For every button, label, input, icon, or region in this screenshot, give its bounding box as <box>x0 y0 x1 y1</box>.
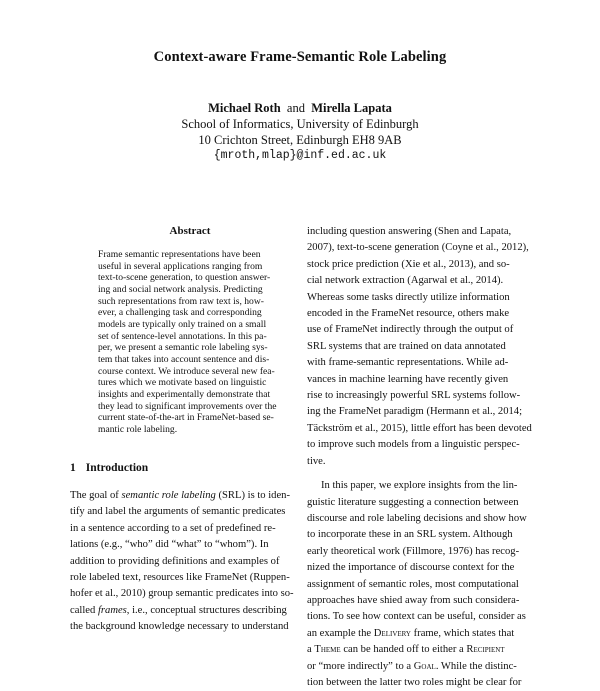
abstract-line: current state-of-the-art in FrameNet-based se- <box>98 412 274 424</box>
body-line: lations (e.g., “who” did “what” to “whom”). In <box>70 539 269 551</box>
body-line: cial network extraction (Agarwal et al., 2014). <box>307 275 504 287</box>
body-line: nized the importance of discourse context for the <box>307 562 515 574</box>
author-2: Mirella Lapata <box>311 101 392 115</box>
body-line: approaches have shied away from such considera- <box>307 594 520 606</box>
role-name-theme: Theme <box>314 644 341 656</box>
section-heading-introduction <box>70 462 148 474</box>
abstract-line: insights and experimentally demonstrate that <box>98 388 271 400</box>
abstract-line: ing and social network analysis. Predicting <box>98 283 263 295</box>
body-line: called frames, i.e., conceptual structures describing <box>70 604 287 616</box>
section-title: Introduction <box>85 462 149 474</box>
abstract-line: per, we present a semantic role labeling sys- <box>98 342 268 354</box>
body-line: guistic literature suggesting a connection between <box>307 496 519 508</box>
body-line: ing the FrameNet paradigm (Hermann et al., 2014; <box>307 406 523 418</box>
right-column <box>307 224 537 691</box>
abstract-line: tem that takes into account sentence and dis- <box>98 353 270 365</box>
body-line: hofer et al., 2010) group semantic predicates into so- <box>70 588 294 600</box>
body-line: an example the Delivery frame, which states that <box>307 627 515 639</box>
right-paragraph-1 <box>307 224 537 470</box>
body-line: rise to increasingly powerful SRL systems follow- <box>307 390 521 402</box>
affiliation: School of Informatics, University of Edinburgh <box>181 117 419 131</box>
body-line: early theoretical work (Fillmore, 1976) has recog- <box>307 545 520 557</box>
body-line: the background knowledge necessary to understand <box>70 621 289 633</box>
section-number: 1 <box>70 462 76 474</box>
body-line: stock price prediction (Xie et al., 2013), and so- <box>307 258 510 270</box>
abstract-line: text-to-scene generation, to question answer- <box>98 272 271 284</box>
email: {mroth,mlap}@inf.ed.ac.uk <box>213 149 387 162</box>
abstract-line: useful in several applications ranging from <box>98 260 263 272</box>
body-line: with frame-semantic representations. While ad- <box>307 357 509 369</box>
body-line: a Theme can be handed off to either a Recipient <box>307 644 505 656</box>
body-line: In this paper, we explore insights from the lin- <box>321 480 518 492</box>
body-line: discourse and role labeling decisions and show how <box>307 512 527 524</box>
body-line: addition to providing definitions and examples of <box>70 555 280 567</box>
body-line: SRL systems that are trained on data annotated <box>307 340 506 352</box>
author-1: Michael Roth <box>208 101 281 115</box>
abstract-line: they lead to significant improvements over the <box>98 400 277 412</box>
body-line: tify and label the arguments of semantic predicates <box>70 506 286 518</box>
body-line: assignment of semantic roles, most computational <box>307 578 519 590</box>
introduction-paragraph <box>70 488 300 636</box>
abstract-line: course context. We introduce several new fea- <box>98 365 275 377</box>
body-line: encoded in the FrameNet resource, others make <box>307 308 510 320</box>
abstract-line: models are typically only trained on a small <box>98 318 267 330</box>
frame-name-delivery: Delivery <box>373 627 411 639</box>
abstract-heading: Abstract <box>169 225 211 237</box>
body-line: tion between the latter two roles might be clear for <box>307 676 522 688</box>
author-block <box>0 100 600 164</box>
body-line: including question answering (Shen and Lapata, <box>307 226 512 237</box>
body-line: 2007), text-to-scene generation (Coyne et al., 2012), <box>307 242 529 254</box>
body-line: or “more indirectly” to a Goal. While the distinc- <box>307 660 517 672</box>
right-paragraph-2 <box>307 478 537 691</box>
body-line: tions. To see how context can be useful, consider as <box>307 611 526 623</box>
body-line: use of FrameNet indirectly through the output of <box>307 324 514 336</box>
emphasis-srl: semantic role labeling <box>121 490 216 501</box>
abstract-line: ever, a challenging task and corresponding <box>98 307 262 319</box>
body-line: tive. <box>307 455 326 467</box>
author-names <box>0 100 600 116</box>
emphasis-frames: frames <box>97 604 127 616</box>
body-line: Whereas some tasks directly utilize information <box>307 291 510 303</box>
role-name-goal: Goal <box>413 660 436 672</box>
body-line: The goal of semantic role labeling (SRL) is to iden- <box>70 490 290 501</box>
abstract-section <box>90 225 290 436</box>
author-and: and <box>286 101 305 115</box>
abstract-line: mantic role labeling. <box>98 423 178 435</box>
body-line: in a sentence according to a set of predefined re- <box>70 522 276 534</box>
body-line: to incorporate these in an SRL system. Although <box>307 529 513 541</box>
abstract-body <box>90 249 290 436</box>
address: 10 Crichton Street, Edinburgh EH8 9AB <box>198 133 402 147</box>
body-line: Täckström et al., 2015), little effort has been devoted <box>307 422 532 434</box>
paper-title: Context-aware Frame-Semantic Role Labeling <box>153 49 447 65</box>
abstract-line: such representations from raw text is, how- <box>98 295 264 307</box>
abstract-line: set of sentence-level annotations. In this pa- <box>98 330 267 342</box>
abstract-line: Frame semantic representations have been <box>98 249 261 260</box>
body-line: vances in machine learning have recently given <box>307 373 509 385</box>
abstract-line: tures which we motivate based on linguistic <box>98 377 267 389</box>
body-line: to improve such models from a linguistic perspec- <box>307 439 520 451</box>
body-line: role labeled text, resources like FrameNet (Ruppen- <box>70 572 290 584</box>
role-name-recipient: Recipient <box>466 644 505 656</box>
